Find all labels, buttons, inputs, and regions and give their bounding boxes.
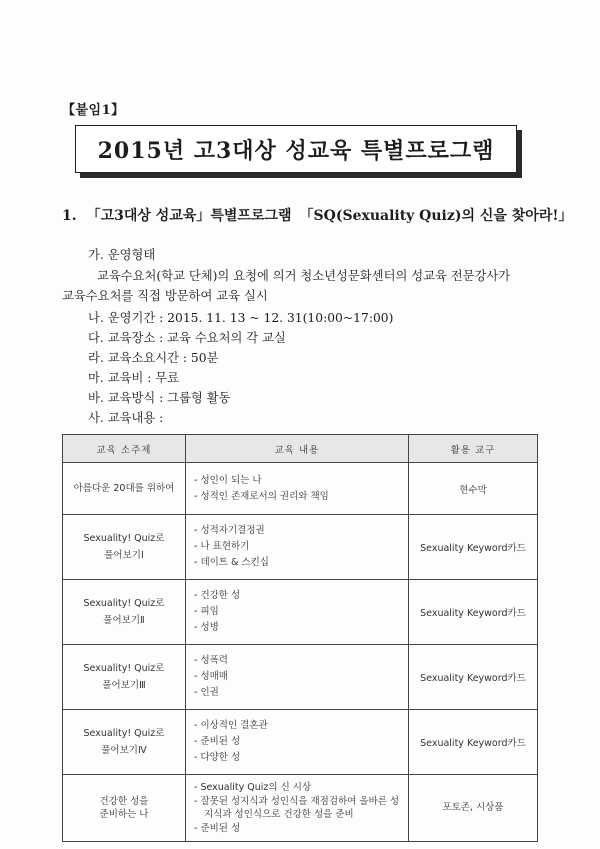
table-row — [63, 645, 538, 710]
table-header-row — [63, 435, 538, 463]
topic-cell — [63, 463, 186, 515]
item-location: 다. 교육장소 : 교육 수요처의 각 교실 — [88, 331, 286, 345]
content-item: - 성적인 존재로서의 권리와 책임 — [194, 489, 402, 505]
content-cell — [186, 710, 409, 775]
content-cell — [186, 463, 409, 515]
content-item: - 성매매 — [194, 669, 402, 685]
content-cell — [186, 580, 409, 645]
section-program-name: 「고3대상 성교육」특별프로그램 — [86, 208, 292, 224]
title-box — [75, 125, 517, 173]
header-content: 교육 내용 — [186, 435, 409, 463]
tool-cell: 현수막 — [409, 463, 538, 515]
tool-cell: 포토존, 시상품 — [409, 775, 538, 842]
content-item: - 데이트 & 스킨십 — [194, 555, 402, 571]
table-row — [63, 710, 538, 775]
topic-text: 건강한 성을 — [99, 795, 149, 807]
topic-cell — [63, 710, 186, 775]
item-operation-body-line2: 교육수요처를 직접 방문하여 교육 실시 — [62, 289, 268, 303]
tool-cell: Sexuality Keyword카드 — [409, 580, 538, 645]
topic-text: 풀어보기Ⅲ — [102, 680, 146, 691]
header-tool: 활용 교구 — [409, 435, 538, 463]
topic-text: 아름다운 20대를 위하여 — [73, 483, 175, 494]
content-item: - 준비된 성 — [194, 734, 402, 750]
topic-text: 풀어보기Ⅳ — [101, 745, 147, 756]
content-item: - 다양한 성 — [194, 750, 402, 766]
attachment-label: 【붙임1】 — [62, 103, 125, 118]
topic-text: Sexuality! Quiz로 — [83, 728, 165, 739]
content-item: - 피임 — [194, 604, 402, 620]
topic-text: 준비하는 나 — [99, 809, 149, 820]
content-item: - 성인이 되는 나 — [194, 473, 402, 489]
topic-cell — [63, 645, 186, 710]
content-item: - 인권 — [194, 685, 402, 701]
content-item: - 건강한 성 — [194, 588, 402, 604]
content-item: - 나 표현하기 — [194, 539, 402, 555]
content-cell — [186, 515, 409, 580]
tool-cell: Sexuality Keyword카드 — [409, 645, 538, 710]
tool-cell: Sexuality Keyword카드 — [409, 710, 538, 775]
content-item: - 이상적인 결혼관 — [194, 718, 402, 734]
content-item: - 잘못된 성지식과 성인식을 재점검하여 올바른 성지식과 성인식으로 건강한 성을 준비 — [194, 795, 402, 822]
tool-cell: Sexuality Keyword카드 — [409, 515, 538, 580]
topic-cell — [63, 515, 186, 580]
section-subtitle: 「SQ(Sexuality Quiz)의 신을 찾아라!」 — [299, 208, 573, 224]
table-row — [63, 775, 538, 842]
content-item: - 성적자기결정권 — [194, 523, 402, 539]
content-cell — [186, 775, 409, 842]
topic-cell — [63, 775, 186, 842]
topic-cell — [63, 580, 186, 645]
section-number: 1. — [62, 208, 77, 224]
item-duration: 라. 교육소요시간 : 50분 — [88, 351, 219, 365]
topic-text: 풀어보기Ⅰ — [104, 550, 144, 561]
item-method: 바. 교육방식 : 그룹형 활동 — [88, 391, 231, 405]
section-heading — [62, 205, 573, 225]
page-title: 2015년 고3대상 성교육 특별프로그램 — [97, 137, 495, 164]
item-period: 나. 운영기간 : 2015. 11. 13 ~ 12. 31(10:00~17:00) — [88, 311, 394, 325]
topic-text: Sexuality! Quiz로 — [83, 663, 165, 674]
item-fee: 마. 교육비 : 무료 — [88, 371, 180, 385]
curriculum-table — [62, 434, 538, 842]
table-row — [63, 515, 538, 580]
table-row — [63, 580, 538, 645]
topic-text: Sexuality! Quiz로 — [83, 533, 165, 544]
content-cell — [186, 645, 409, 710]
content-item: - 성병 — [194, 620, 402, 636]
topic-text: 풀어보기Ⅱ — [103, 615, 145, 626]
topic-text: Sexuality! Quiz로 — [83, 598, 165, 609]
content-item: - 준비된 성 — [194, 822, 402, 836]
item-operation-body-line1: 교육수요처(학교 단체)의 요청에 의거 청소년성문화센터의 성교육 전문강사가 — [97, 269, 511, 283]
content-item: - 성폭력 — [194, 653, 402, 669]
header-topic: 교육 소주제 — [63, 435, 186, 463]
item-content: 사. 교육내용 : — [88, 411, 164, 425]
table-row — [63, 463, 538, 515]
content-item: - Sexuality Quiz의 신 시상 — [194, 781, 402, 795]
item-operation-type: 가. 운영형태 — [88, 248, 156, 262]
